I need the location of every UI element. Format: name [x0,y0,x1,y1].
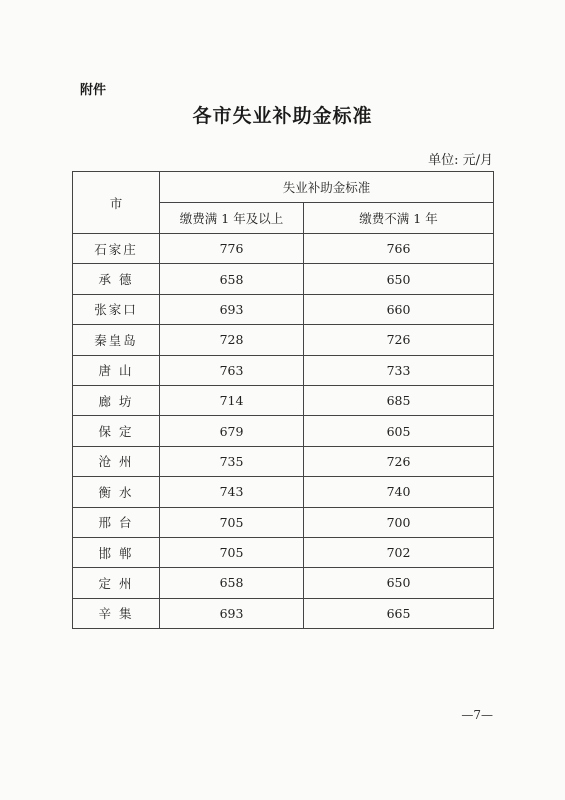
amount-one-year-plus: 743 [160,477,304,507]
city-cell: 邢 台 [73,507,160,537]
table-row [73,537,494,567]
city-cell: 邯 郸 [73,537,160,567]
table-row [73,385,494,415]
city-cell: 承 德 [73,264,160,294]
city-cell: 保 定 [73,416,160,446]
table-row [73,294,494,324]
amount-under-one-year: 650 [304,568,494,598]
table-row [73,355,494,385]
city-cell: 衡 水 [73,477,160,507]
table-row [73,446,494,476]
paid-less-than-one-year-header: 缴费不满 1 年 [304,203,494,234]
amount-one-year-plus: 735 [160,446,304,476]
amount-one-year-plus: 679 [160,416,304,446]
city-cell: 定 州 [73,568,160,598]
paid-one-year-or-more-header: 缴费满 1 年及以上 [160,203,304,234]
city-cell: 沧 州 [73,446,160,476]
amount-under-one-year: 733 [304,355,494,385]
table-row [73,568,494,598]
amount-under-one-year: 702 [304,537,494,567]
city-cell: 辛 集 [73,598,160,628]
amount-one-year-plus: 763 [160,355,304,385]
amount-one-year-plus: 714 [160,385,304,415]
table-row [73,477,494,507]
unit-note: 单位: 元/月 [428,153,493,168]
amount-under-one-year: 605 [304,416,494,446]
amount-under-one-year: 726 [304,325,494,355]
city-cell: 唐 山 [73,355,160,385]
subsidy-table [72,171,494,629]
table-row [73,416,494,446]
table-row [73,598,494,628]
page-number: —7— [461,708,493,722]
amount-under-one-year: 700 [304,507,494,537]
amount-one-year-plus: 658 [160,568,304,598]
subsidy-group-header: 失业补助金标准 [160,172,494,203]
city-cell: 石家庄 [73,234,160,264]
amount-one-year-plus: 705 [160,507,304,537]
amount-one-year-plus: 693 [160,598,304,628]
table-row [73,507,494,537]
amount-one-year-plus: 728 [160,325,304,355]
document-title: 各市失业补助金标准 [192,105,373,127]
city-cell: 张家口 [73,294,160,324]
amount-under-one-year: 766 [304,234,494,264]
attachment-label: 附件 [80,83,107,98]
amount-under-one-year: 665 [304,598,494,628]
amount-under-one-year: 660 [304,294,494,324]
city-cell: 秦皇岛 [73,325,160,355]
amount-under-one-year: 650 [304,264,494,294]
city-cell: 廊 坊 [73,385,160,415]
amount-one-year-plus: 658 [160,264,304,294]
table-row [73,325,494,355]
amount-one-year-plus: 693 [160,294,304,324]
table-row [73,234,494,264]
amount-under-one-year: 740 [304,477,494,507]
amount-one-year-plus: 776 [160,234,304,264]
amount-one-year-plus: 705 [160,537,304,567]
city-column-header: 市 [73,172,160,234]
amount-under-one-year: 726 [304,446,494,476]
amount-under-one-year: 685 [304,385,494,415]
table-header-row [73,172,494,203]
table-row [73,264,494,294]
